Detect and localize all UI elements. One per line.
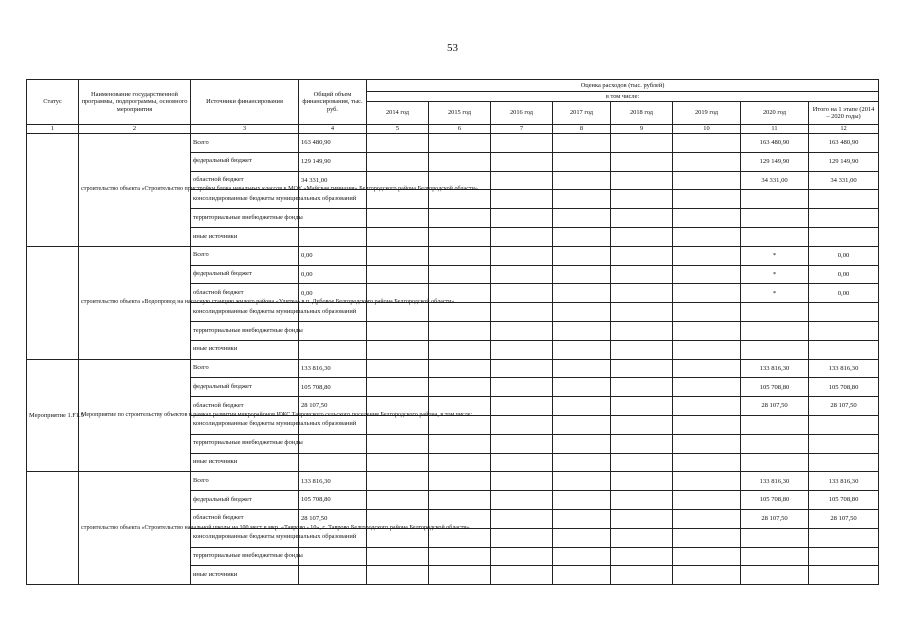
year-value-cell: [611, 434, 673, 453]
year-value-cell: [553, 321, 611, 340]
year-value-cell: [491, 566, 553, 585]
year-value-cell: [491, 378, 553, 397]
year-value-cell: [553, 152, 611, 171]
status-cell: [27, 246, 79, 359]
year-value-cell: [611, 152, 673, 171]
year-value-cell: [491, 265, 553, 284]
year-value-cell: [553, 303, 611, 322]
year-value-cell: [491, 284, 553, 303]
total-value-cell: 105 708,80: [299, 491, 367, 510]
column-number: 11: [741, 125, 809, 134]
year-value-cell: [611, 340, 673, 359]
year-value-cell: [429, 434, 491, 453]
header-total: Общий объем финансирования, тыс. руб.: [299, 80, 367, 125]
year-value-cell: [367, 227, 429, 246]
status-cell: Мероприятие 1.F1.5: [27, 359, 79, 472]
year-value-cell: [553, 134, 611, 153]
year-value-cell: [673, 472, 741, 491]
status-cell: [27, 134, 79, 247]
year-value-cell: [491, 547, 553, 566]
year-2020-value-cell: [741, 190, 809, 209]
table-row: [27, 359, 879, 378]
year-2020-value-cell: [741, 340, 809, 359]
year-value-cell: [429, 227, 491, 246]
year-value-cell: [553, 566, 611, 585]
year-value-cell: [673, 528, 741, 547]
column-number: 10: [673, 125, 741, 134]
activity-name-cell: Мероприятие по строительству объектов в рамках развития микрорайонов ИЖС Тавровского сельского поселения Белгородского района, в том числе:: [79, 359, 191, 472]
stage-total-value-cell: [809, 303, 879, 322]
column-number: 5: [367, 125, 429, 134]
year-value-cell: [673, 397, 741, 416]
total-value-cell: [299, 453, 367, 472]
column-number: 3: [191, 125, 299, 134]
header-name: Наименование государственной программы, подпрограммы, основного мероприятия: [79, 80, 191, 125]
funding-source-cell: консолидированные бюджеты муниципальных образований: [191, 190, 299, 209]
activity-name-cell: строительство объекта «Строительство начальной школы на 100 мест в мкр. «Таврово - 10», с. Таврово Белгородского района Белгородской области»: [79, 472, 191, 585]
year-value-cell: [429, 209, 491, 228]
header-year: 2014 год: [367, 102, 429, 125]
year-value-cell: [491, 528, 553, 547]
header-year: 2020 год: [741, 102, 809, 125]
table-row: [27, 134, 879, 153]
year-value-cell: [429, 359, 491, 378]
year-2020-value-cell: [741, 528, 809, 547]
budget-table: [26, 79, 879, 585]
year-value-cell: [673, 547, 741, 566]
year-2020-value-cell: [741, 321, 809, 340]
year-value-cell: [491, 397, 553, 416]
year-value-cell: [491, 303, 553, 322]
year-2020-value-cell: 28 107,50: [741, 509, 809, 528]
total-value-cell: 133 816,30: [299, 359, 367, 378]
year-value-cell: [367, 547, 429, 566]
stage-total-value-cell: 105 708,80: [809, 378, 879, 397]
year-value-cell: [611, 415, 673, 434]
stage-total-value-cell: [809, 340, 879, 359]
stage-total-value-cell: [809, 528, 879, 547]
year-value-cell: [611, 246, 673, 265]
year-value-cell: [553, 528, 611, 547]
year-value-cell: [673, 227, 741, 246]
stage-total-value-cell: 0,00: [809, 265, 879, 284]
year-value-cell: [673, 321, 741, 340]
year-value-cell: [673, 284, 741, 303]
total-value-cell: 28 107,50: [299, 509, 367, 528]
stage-total-value-cell: 0,00: [809, 284, 879, 303]
year-value-cell: [367, 359, 429, 378]
header-including: в том числе:: [367, 92, 879, 102]
year-value-cell: [367, 321, 429, 340]
total-value-cell: [299, 547, 367, 566]
stage-total-value-cell: 133 816,30: [809, 472, 879, 491]
year-value-cell: [611, 491, 673, 510]
stage-total-value-cell: 129 149,90: [809, 152, 879, 171]
year-value-cell: [611, 209, 673, 228]
year-value-cell: [367, 472, 429, 491]
year-value-cell: [673, 265, 741, 284]
year-value-cell: [429, 415, 491, 434]
year-value-cell: [553, 453, 611, 472]
year-value-cell: [367, 491, 429, 510]
year-value-cell: [491, 152, 553, 171]
year-value-cell: [611, 453, 673, 472]
total-value-cell: 129 149,90: [299, 152, 367, 171]
year-value-cell: [553, 171, 611, 190]
stage-total-value-cell: [809, 566, 879, 585]
year-value-cell: [553, 284, 611, 303]
year-value-cell: [611, 378, 673, 397]
year-value-cell: [553, 397, 611, 416]
year-2020-value-cell: 133 816,30: [741, 472, 809, 491]
year-2020-value-cell: *: [741, 265, 809, 284]
year-2020-value-cell: [741, 434, 809, 453]
year-value-cell: [611, 528, 673, 547]
year-value-cell: [491, 134, 553, 153]
funding-source-cell: федеральный бюджет: [191, 491, 299, 510]
year-value-cell: [553, 246, 611, 265]
funding-source-cell: иные источники: [191, 340, 299, 359]
column-number: 6: [429, 125, 491, 134]
year-value-cell: [553, 209, 611, 228]
year-value-cell: [367, 190, 429, 209]
year-value-cell: [367, 434, 429, 453]
year-value-cell: [553, 472, 611, 491]
funding-source-cell: федеральный бюджет: [191, 265, 299, 284]
stage-total-value-cell: [809, 209, 879, 228]
year-value-cell: [553, 227, 611, 246]
total-value-cell: 28 107,50: [299, 397, 367, 416]
year-value-cell: [491, 453, 553, 472]
page-number: 53: [447, 42, 458, 54]
funding-source-cell: консолидированные бюджеты муниципальных образований: [191, 528, 299, 547]
header-year: 2015 год: [429, 102, 491, 125]
stage-total-value-cell: [809, 190, 879, 209]
year-value-cell: [429, 265, 491, 284]
header-stage-total: Итого на 1 этапе (2014 – 2020 годы): [809, 102, 879, 125]
year-value-cell: [367, 378, 429, 397]
funding-source-cell: Всего: [191, 472, 299, 491]
table-row: [27, 472, 879, 491]
stage-total-value-cell: 0,00: [809, 246, 879, 265]
header-status: Статус: [27, 80, 79, 125]
year-value-cell: [611, 547, 673, 566]
year-value-cell: [491, 491, 553, 510]
year-value-cell: [673, 415, 741, 434]
year-value-cell: [611, 227, 673, 246]
funding-source-cell: Всего: [191, 134, 299, 153]
total-value-cell: [299, 321, 367, 340]
year-2020-value-cell: [741, 415, 809, 434]
total-value-cell: [299, 209, 367, 228]
column-number: 12: [809, 125, 879, 134]
year-2020-value-cell: [741, 303, 809, 322]
year-value-cell: [611, 303, 673, 322]
total-value-cell: 133 816,30: [299, 472, 367, 491]
year-value-cell: [611, 397, 673, 416]
funding-source-cell: областной бюджет: [191, 397, 299, 416]
year-value-cell: [491, 472, 553, 491]
year-value-cell: [367, 303, 429, 322]
year-value-cell: [367, 566, 429, 585]
stage-total-value-cell: 28 107,50: [809, 397, 879, 416]
year-value-cell: [611, 284, 673, 303]
year-value-cell: [611, 472, 673, 491]
year-2020-value-cell: 133 816,30: [741, 359, 809, 378]
year-2020-value-cell: 105 708,80: [741, 491, 809, 510]
year-value-cell: [553, 509, 611, 528]
total-value-cell: 0,00: [299, 246, 367, 265]
funding-source-cell: иные источники: [191, 453, 299, 472]
stage-total-value-cell: [809, 453, 879, 472]
year-value-cell: [367, 152, 429, 171]
year-value-cell: [491, 340, 553, 359]
year-value-cell: [611, 566, 673, 585]
funding-source-cell: федеральный бюджет: [191, 378, 299, 397]
year-value-cell: [429, 491, 491, 510]
activity-name-cell: строительство объекта «Строительство пристройки блока начальных классов к МОУ «Майская гимназия» Белгородского района Белгородской области»: [79, 134, 191, 247]
stage-total-value-cell: [809, 321, 879, 340]
stage-total-value-cell: 163 480,90: [809, 134, 879, 153]
stage-total-value-cell: 34 331,00: [809, 171, 879, 190]
year-value-cell: [491, 246, 553, 265]
year-value-cell: [429, 528, 491, 547]
stage-total-value-cell: [809, 415, 879, 434]
header-year: 2019 год: [673, 102, 741, 125]
year-2020-value-cell: *: [741, 284, 809, 303]
year-value-cell: [673, 171, 741, 190]
year-value-cell: [429, 134, 491, 153]
year-2020-value-cell: *: [741, 246, 809, 265]
funding-source-cell: Всего: [191, 359, 299, 378]
table-row: [27, 246, 879, 265]
year-value-cell: [429, 472, 491, 491]
year-2020-value-cell: 28 107,50: [741, 397, 809, 416]
year-2020-value-cell: [741, 209, 809, 228]
year-value-cell: [673, 378, 741, 397]
year-value-cell: [673, 509, 741, 528]
year-value-cell: [491, 509, 553, 528]
year-2020-value-cell: 105 708,80: [741, 378, 809, 397]
year-value-cell: [553, 415, 611, 434]
funding-source-cell: консолидированные бюджеты муниципальных образований: [191, 415, 299, 434]
year-value-cell: [491, 190, 553, 209]
stage-total-value-cell: [809, 227, 879, 246]
year-value-cell: [553, 434, 611, 453]
stage-total-value-cell: 105 708,80: [809, 491, 879, 510]
year-value-cell: [673, 434, 741, 453]
year-value-cell: [429, 453, 491, 472]
year-value-cell: [367, 453, 429, 472]
year-value-cell: [367, 265, 429, 284]
total-value-cell: [299, 434, 367, 453]
year-value-cell: [673, 209, 741, 228]
year-value-cell: [429, 303, 491, 322]
funding-source-cell: территориальные внебюджетные фонды: [191, 547, 299, 566]
year-value-cell: [491, 359, 553, 378]
total-value-cell: [299, 340, 367, 359]
stage-total-value-cell: [809, 434, 879, 453]
year-value-cell: [429, 566, 491, 585]
year-value-cell: [673, 303, 741, 322]
year-value-cell: [553, 190, 611, 209]
column-number: 1: [27, 125, 79, 134]
year-2020-value-cell: [741, 453, 809, 472]
funding-source-cell: территориальные внебюджетные фонды: [191, 209, 299, 228]
table-body: [27, 134, 879, 585]
header-year: 2018 год: [611, 102, 673, 125]
year-value-cell: [611, 509, 673, 528]
year-value-cell: [673, 340, 741, 359]
year-2020-value-cell: 129 149,90: [741, 152, 809, 171]
year-value-cell: [611, 134, 673, 153]
year-value-cell: [429, 378, 491, 397]
column-number: 7: [491, 125, 553, 134]
total-value-cell: 0,00: [299, 284, 367, 303]
year-value-cell: [429, 340, 491, 359]
year-2020-value-cell: 34 331,00: [741, 171, 809, 190]
year-value-cell: [491, 415, 553, 434]
year-value-cell: [429, 152, 491, 171]
total-value-cell: [299, 566, 367, 585]
funding-source-cell: консолидированные бюджеты муниципальных образований: [191, 303, 299, 322]
year-value-cell: [611, 171, 673, 190]
year-2020-value-cell: [741, 566, 809, 585]
year-value-cell: [553, 359, 611, 378]
year-2020-value-cell: [741, 547, 809, 566]
year-value-cell: [367, 340, 429, 359]
header-source: Источники финансирования: [191, 80, 299, 125]
stage-total-value-cell: [809, 547, 879, 566]
year-value-cell: [491, 227, 553, 246]
year-value-cell: [367, 134, 429, 153]
year-value-cell: [429, 321, 491, 340]
year-value-cell: [673, 190, 741, 209]
activity-name-cell: строительство объекта «Водопровод на насосную станцию жилого района «Улитка» в п. Дубовое Белгородского района Белгородской области»: [79, 246, 191, 359]
funding-source-cell: территориальные внебюджетные фонды: [191, 321, 299, 340]
total-value-cell: 163 480,90: [299, 134, 367, 153]
status-cell: [27, 472, 79, 585]
column-number: 9: [611, 125, 673, 134]
year-value-cell: [429, 246, 491, 265]
year-value-cell: [429, 547, 491, 566]
total-value-cell: 105 708,80: [299, 378, 367, 397]
year-value-cell: [367, 415, 429, 434]
column-number: 4: [299, 125, 367, 134]
total-value-cell: 0,00: [299, 265, 367, 284]
total-value-cell: 34 331,00: [299, 171, 367, 190]
year-value-cell: [611, 265, 673, 284]
year-value-cell: [611, 359, 673, 378]
header-year: 2016 год: [491, 102, 553, 125]
stage-total-value-cell: 28 107,50: [809, 509, 879, 528]
funding-source-cell: областной бюджет: [191, 171, 299, 190]
year-value-cell: [673, 246, 741, 265]
year-value-cell: [553, 547, 611, 566]
funding-source-cell: иные источники: [191, 566, 299, 585]
funding-source-cell: территориальные внебюджетные фонды: [191, 434, 299, 453]
year-value-cell: [611, 321, 673, 340]
year-value-cell: [673, 453, 741, 472]
year-value-cell: [491, 171, 553, 190]
year-value-cell: [429, 190, 491, 209]
year-value-cell: [491, 434, 553, 453]
header-estimate: Оценка расходов (тыс. рублей): [367, 80, 879, 92]
funding-source-cell: иные источники: [191, 227, 299, 246]
year-value-cell: [491, 321, 553, 340]
year-value-cell: [553, 340, 611, 359]
year-value-cell: [673, 566, 741, 585]
year-value-cell: [673, 491, 741, 510]
year-value-cell: [553, 265, 611, 284]
year-value-cell: [673, 134, 741, 153]
year-value-cell: [553, 378, 611, 397]
funding-source-cell: Всего: [191, 246, 299, 265]
year-value-cell: [367, 209, 429, 228]
year-value-cell: [673, 359, 741, 378]
year-value-cell: [611, 190, 673, 209]
year-value-cell: [491, 209, 553, 228]
year-2020-value-cell: 163 480,90: [741, 134, 809, 153]
year-2020-value-cell: [741, 227, 809, 246]
header-year: 2017 год: [553, 102, 611, 125]
total-value-cell: [299, 227, 367, 246]
funding-source-cell: областной бюджет: [191, 284, 299, 303]
stage-total-value-cell: 133 816,30: [809, 359, 879, 378]
funding-source-cell: областной бюджет: [191, 509, 299, 528]
funding-source-cell: федеральный бюджет: [191, 152, 299, 171]
year-value-cell: [553, 491, 611, 510]
column-number: 2: [79, 125, 191, 134]
year-value-cell: [673, 152, 741, 171]
year-value-cell: [367, 246, 429, 265]
column-number: 8: [553, 125, 611, 134]
year-value-cell: [367, 528, 429, 547]
